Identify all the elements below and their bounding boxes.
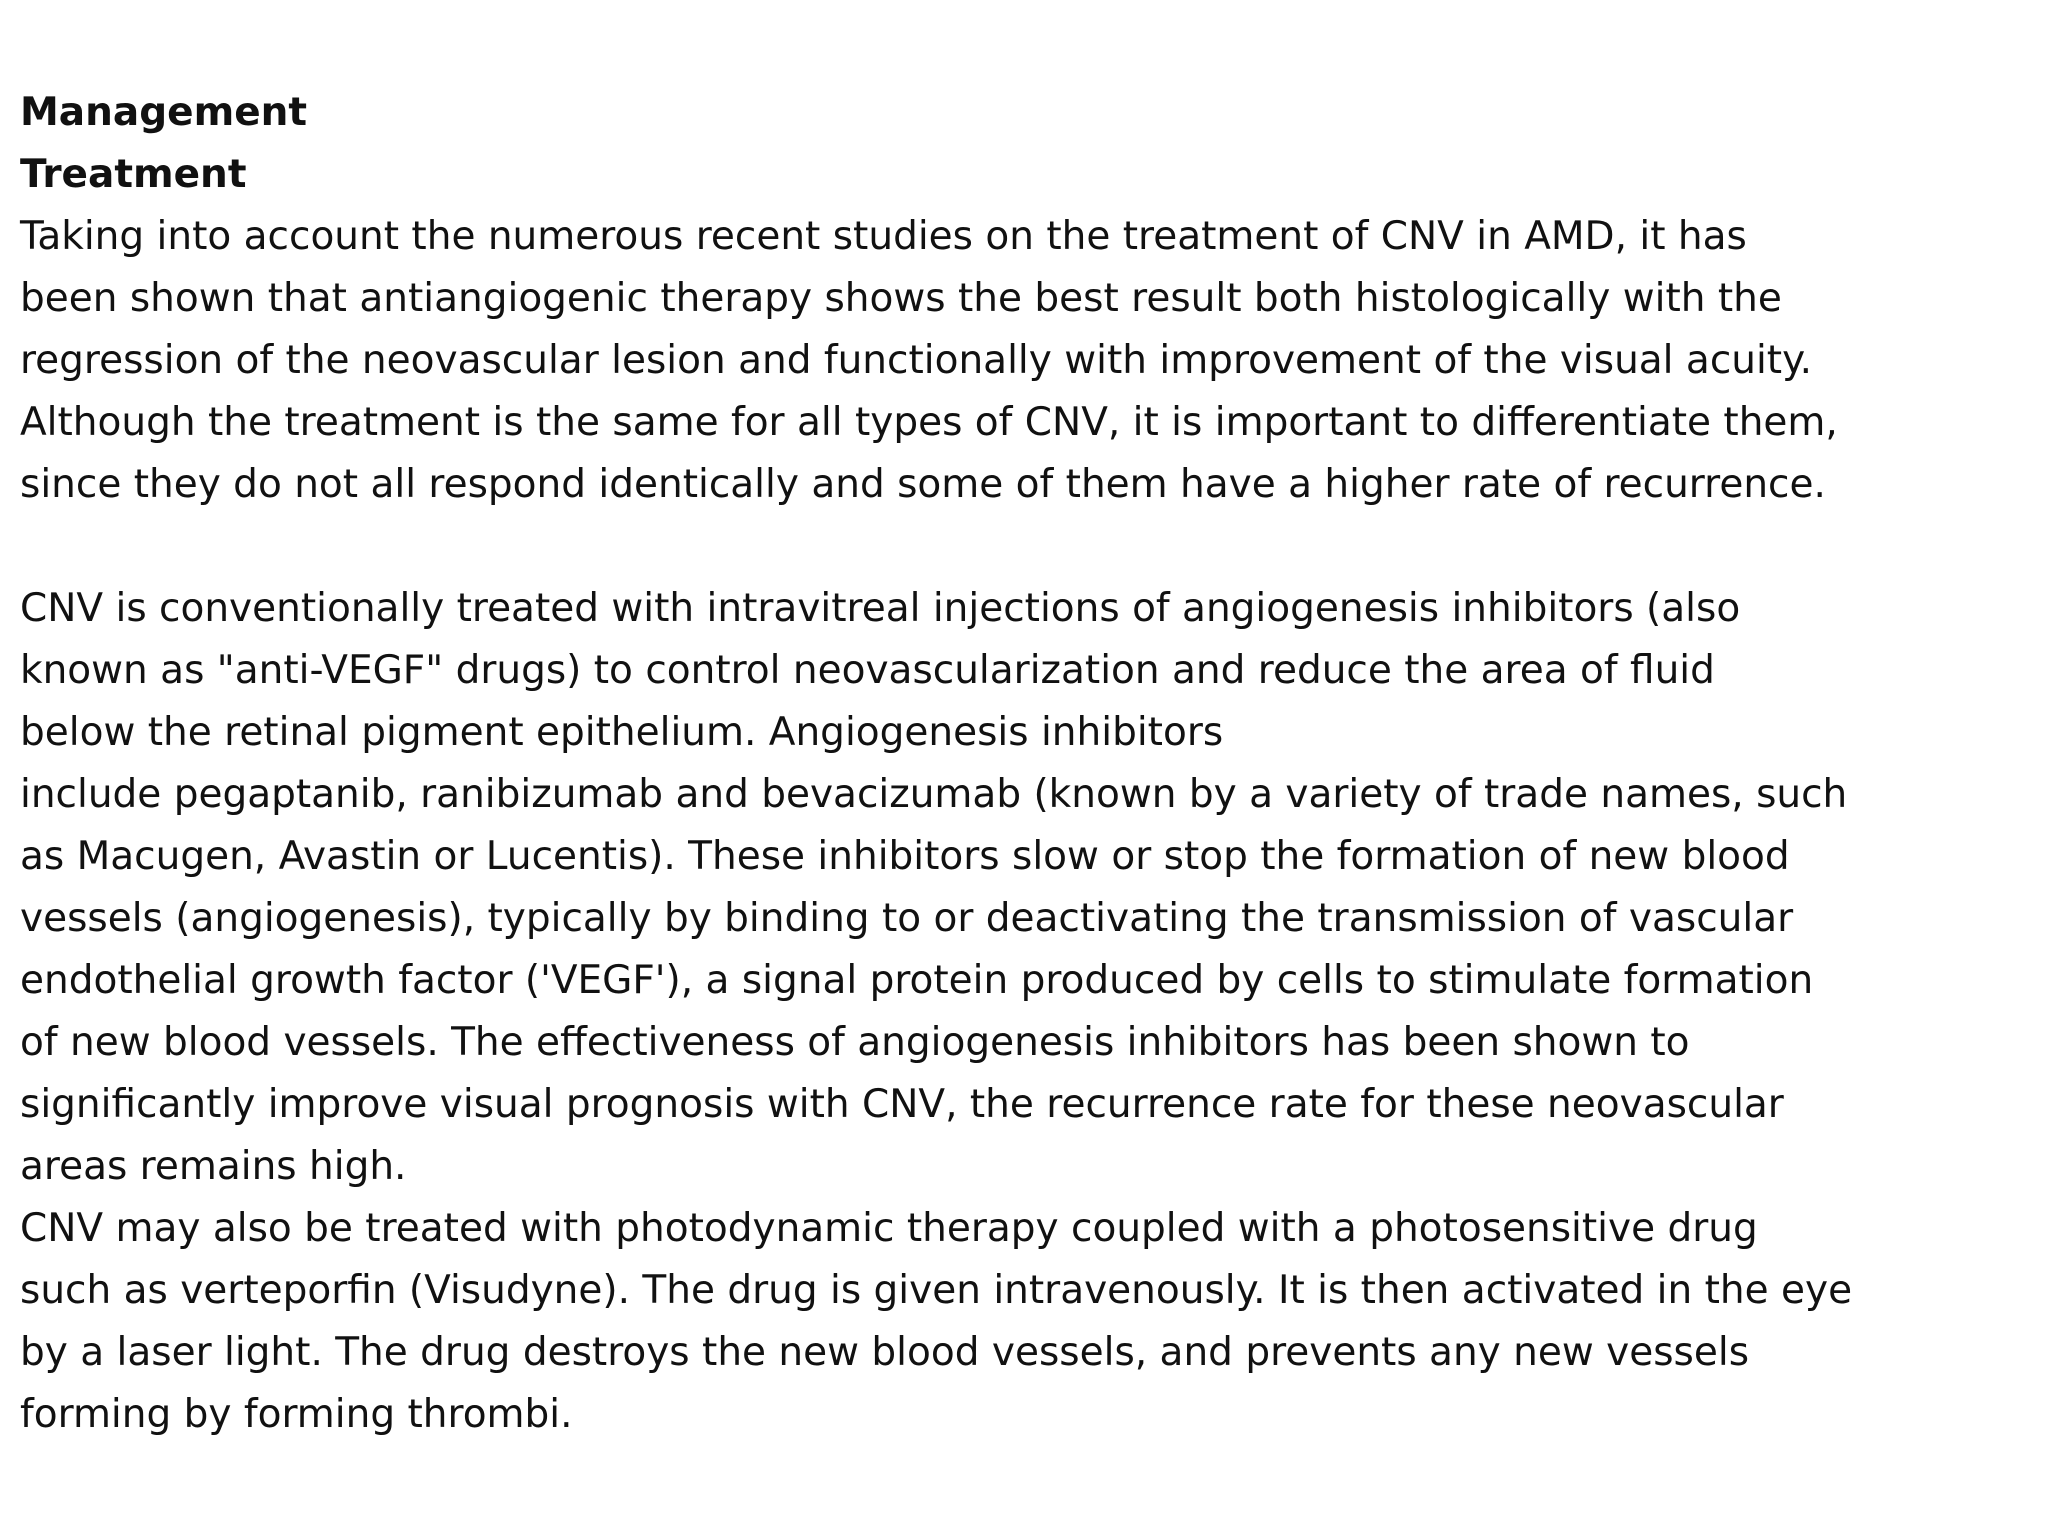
paragraph-2-line: vessels (angiogenesis), typically by binding to or deactivating the transmission of vascular bbox=[20, 896, 1794, 941]
paragraph-1-line: since they do not all respond identically and some of them have a higher rate of recurrence. bbox=[20, 462, 1826, 507]
paragraph-2-line: as Macugen, Avastin or Lucentis). These inhibitors slow or stop the formation of new blood bbox=[20, 834, 1790, 879]
paragraph-2 bbox=[20, 578, 2030, 1198]
paragraph-2-line: of new blood vessels. The effectiveness of angiogenesis inhibitors has been shown to bbox=[20, 1020, 1690, 1065]
paragraph-2-line: known as "anti-VEGF" drugs) to control neovascularization and reduce the area of fluid bbox=[20, 648, 1715, 693]
paragraph-1-line: Taking into account the numerous recent studies on the treatment of CNV in AMD, it has bbox=[20, 214, 1747, 259]
document-text bbox=[20, 82, 2030, 1446]
heading-treatment: Treatment bbox=[20, 152, 247, 197]
paragraph-2-line: endothelial growth factor ('VEGF'), a signal protein produced by cells to stimulate formation bbox=[20, 958, 1814, 1003]
paragraph-3-line: forming by forming thrombi. bbox=[20, 1392, 573, 1437]
paragraph-2-line: areas remains high. bbox=[20, 1144, 407, 1189]
paragraph-3 bbox=[20, 1198, 2030, 1446]
paragraph-1 bbox=[20, 206, 2030, 516]
paragraph-2-line: include pegaptanib, ranibizumab and bevacizumab (known by a variety of trade names, such bbox=[20, 772, 1848, 817]
paragraph-3-line: CNV may also be treated with photodynamic therapy coupled with a photosensitive drug bbox=[20, 1206, 1758, 1251]
paragraph-1-line: Although the treatment is the same for all types of CNV, it is important to differentiate them, bbox=[20, 400, 1838, 445]
paragraph-1-line: regression of the neovascular lesion and functionally with improvement of the visual acuity. bbox=[20, 338, 1813, 383]
paragraph-2-line: CNV is conventionally treated with intravitreal injections of angiogenesis inhibitors (also bbox=[20, 586, 1741, 631]
paragraph-1-line: been shown that antiangiogenic therapy shows the best result both histologically with the bbox=[20, 276, 1782, 321]
paragraph-3-line: such as verteporfin (Visudyne). The drug is given intravenously. It is then activated in the eye bbox=[20, 1268, 1853, 1313]
paragraph-spacer bbox=[20, 516, 2030, 578]
paragraph-2-line: significantly improve visual prognosis with CNV, the recurrence rate for these neovascular bbox=[20, 1082, 1784, 1127]
heading-management: Management bbox=[20, 90, 308, 135]
paragraph-3-line: by a laser light. The drug destroys the new blood vessels, and prevents any new vessels bbox=[20, 1330, 1750, 1375]
paragraph-2-line: below the retinal pigment epithelium. Angiogenesis inhibitors bbox=[20, 710, 1224, 755]
